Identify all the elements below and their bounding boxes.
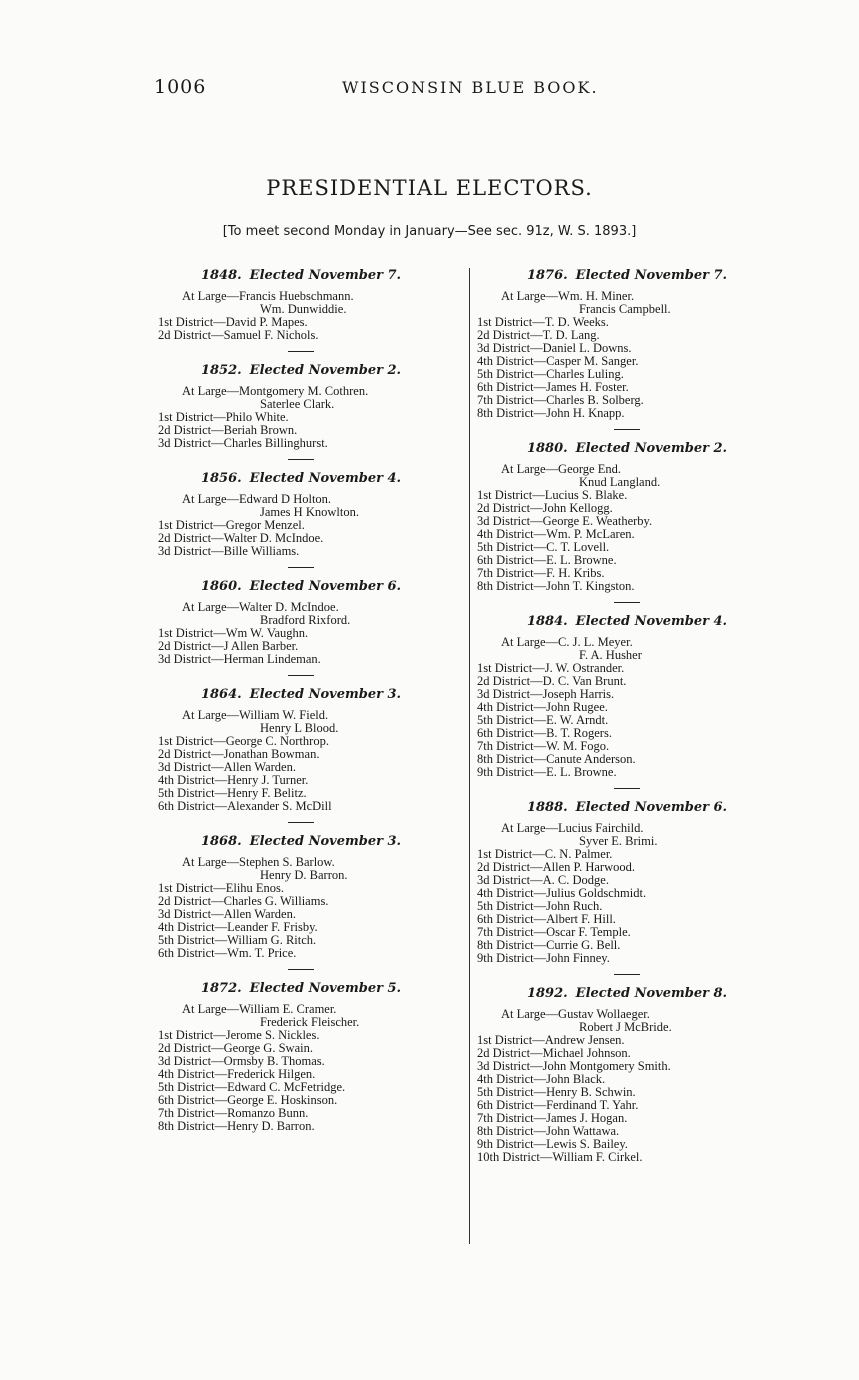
- elector-name: Bradford Rixford.: [260, 613, 351, 627]
- district-label: 9th District—: [477, 951, 547, 965]
- election-heading: [477, 268, 777, 283]
- elector-name: John Ruch.: [546, 899, 603, 913]
- at-large-label: At Large—: [501, 289, 559, 303]
- district-label: 1st District—: [477, 315, 545, 329]
- elector-name: John H. Knapp.: [546, 406, 625, 420]
- page-number: 1006: [154, 76, 207, 98]
- district-label: 9th District—: [477, 1137, 547, 1151]
- election-year: 1848.: [200, 268, 242, 283]
- district-label: 2d District—: [158, 639, 224, 653]
- district-label: 3d District—: [158, 652, 224, 666]
- district-line: [477, 952, 777, 965]
- elector-name: Henry F. Belitz.: [227, 786, 307, 800]
- district-label: 6th District—: [477, 726, 547, 740]
- district-label: 4th District—: [158, 773, 228, 787]
- election-date-label: Elected November 3.: [249, 687, 402, 702]
- district-line: [477, 407, 777, 420]
- district-label: 2d District—: [477, 501, 543, 515]
- elector-name: Canute Anderson.: [546, 752, 636, 766]
- elector-name: Charles Luling.: [546, 367, 624, 381]
- district-line: [477, 1151, 777, 1164]
- elector-name: Charles Billinghurst.: [223, 436, 328, 450]
- elector-name: Oscar F. Temple.: [546, 925, 631, 939]
- elector-name: Ormsby B. Thomas.: [223, 1054, 325, 1068]
- elector-name: Daniel L. Downs.: [542, 341, 632, 355]
- district-label: 6th District—: [477, 380, 547, 394]
- elector-name: Leander F. Frisby.: [227, 920, 318, 934]
- elector-name: Francis Campbell.: [579, 302, 671, 316]
- election-section: [477, 441, 777, 603]
- elector-name: E. L. Browne.: [546, 553, 617, 567]
- elector-name: E. W. Arndt.: [546, 713, 609, 727]
- section-rule: [288, 567, 314, 568]
- district-label: 6th District—: [477, 553, 547, 567]
- elector-name: Elihu Enos.: [225, 881, 285, 895]
- elector-name: Allen Warden.: [223, 760, 296, 774]
- election-year: 1884.: [526, 614, 568, 629]
- section-rule: [614, 602, 640, 603]
- elector-name: William E. Cramer.: [239, 1002, 337, 1016]
- at-large-label: At Large—: [182, 600, 240, 614]
- election-date-label: Elected November 6.: [575, 800, 728, 815]
- election-year: 1888.: [526, 800, 568, 815]
- district-label: 1st District—: [158, 881, 226, 895]
- elector-name: Syver E. Brimi.: [579, 834, 658, 848]
- district-label: 1st District—: [158, 518, 226, 532]
- election-heading: [158, 981, 444, 996]
- elector-name: C. N. Palmer.: [544, 847, 613, 861]
- elector-name: Lucius Fairchild.: [558, 821, 644, 835]
- district-label: 2d District—: [477, 860, 543, 874]
- elector-name: George G. Swain.: [223, 1041, 313, 1055]
- district-label: 4th District—: [477, 527, 547, 541]
- district-line: [158, 437, 444, 450]
- elector-name: John Kellogg.: [542, 501, 613, 515]
- election-date-label: Elected November 4.: [249, 471, 402, 486]
- elector-name: Allen Warden.: [223, 907, 296, 921]
- elector-name: Wm. H. Miner.: [558, 289, 635, 303]
- elector-name: T. D. Weeks.: [544, 315, 609, 329]
- election-heading: [158, 363, 444, 378]
- at-large-label: At Large—: [501, 1007, 559, 1021]
- election-date-label: Elected November 2.: [249, 363, 402, 378]
- election-date-label: Elected November 5.: [249, 981, 402, 996]
- at-large-label: At Large—: [182, 1002, 240, 1016]
- page-title: PRESIDENTIAL ELECTORS.: [266, 176, 593, 200]
- district-label: 3d District—: [158, 760, 224, 774]
- elector-name: John Finney.: [546, 951, 610, 965]
- district-line: [477, 766, 777, 779]
- election-year: 1892.: [526, 986, 568, 1001]
- elector-name: Francis Huebschmann.: [239, 289, 354, 303]
- elector-name: Henry B. Schwin.: [546, 1085, 636, 1099]
- elector-name: John Rugee.: [546, 700, 608, 714]
- district-label: 1st District—: [477, 488, 545, 502]
- district-label: 4th District—: [158, 920, 228, 934]
- election-section: [477, 614, 777, 789]
- section-rule: [288, 459, 314, 460]
- election-section: [158, 268, 444, 352]
- elector-name: Joseph Harris.: [542, 687, 615, 701]
- district-label: 3d District—: [158, 544, 224, 558]
- district-label: 7th District—: [477, 566, 547, 580]
- election-year: 1852.: [200, 363, 242, 378]
- section-rule: [288, 969, 314, 970]
- district-label: 4th District—: [477, 354, 547, 368]
- at-large-label: At Large—: [501, 462, 559, 476]
- district-label: 6th District—: [158, 1093, 228, 1107]
- election-year: 1864.: [200, 687, 242, 702]
- elector-name: Henry J. Turner.: [227, 773, 309, 787]
- elector-name: Bille Williams.: [223, 544, 300, 558]
- elector-name: Jerome S. Nickles.: [225, 1028, 320, 1042]
- election-section: [158, 981, 444, 1133]
- election-year: 1876.: [526, 268, 568, 283]
- elector-name: James J. Hogan.: [546, 1111, 628, 1125]
- district-label: 8th District—: [477, 938, 547, 952]
- elector-name: Currie G. Bell.: [546, 938, 621, 952]
- district-label: 3d District—: [158, 907, 224, 921]
- district-label: 2d District—: [158, 1041, 224, 1055]
- election-section: [158, 363, 444, 460]
- election-year: 1868.: [200, 834, 242, 849]
- election-heading: [158, 471, 444, 486]
- district-label: 3d District—: [158, 1054, 224, 1068]
- page-subtitle: [To meet second Monday in January—See sec. 91z, W. S. 1893.]: [222, 224, 637, 239]
- district-line: [158, 545, 444, 558]
- elector-name: Ferdinand T. Yahr.: [546, 1098, 639, 1112]
- election-section: [477, 268, 777, 430]
- elector-name: David P. Mapes.: [225, 315, 308, 329]
- district-label: 10th District—: [477, 1150, 553, 1164]
- district-label: 5th District—: [477, 540, 547, 554]
- elector-name: F. H. Kribs.: [546, 566, 605, 580]
- column-divider: [469, 268, 470, 1244]
- elector-name: Gregor Menzel.: [225, 518, 305, 532]
- district-line: [158, 329, 444, 342]
- district-label: 4th District—: [477, 1072, 547, 1086]
- elector-name: James H Knowlton.: [260, 505, 359, 519]
- running-head: WISCONSIN BLUE BOOK.: [342, 78, 599, 97]
- at-large-label: At Large—: [182, 708, 240, 722]
- elector-name: Knud Langland.: [579, 475, 661, 489]
- section-rule: [614, 429, 640, 430]
- election-heading: [477, 441, 777, 456]
- elector-name: John T. Kingston.: [546, 579, 635, 593]
- election-heading: [158, 268, 444, 283]
- election-year: 1872.: [200, 981, 242, 996]
- district-line: [158, 800, 444, 813]
- elector-name: T. D. Lang.: [542, 328, 600, 342]
- right-column: [477, 268, 777, 1175]
- elector-name: John Black.: [546, 1072, 606, 1086]
- election-heading: [158, 687, 444, 702]
- elector-name: C. T. Lovell.: [546, 540, 610, 554]
- section-rule: [288, 351, 314, 352]
- election-section: [158, 579, 444, 676]
- election-heading: [158, 834, 444, 849]
- district-label: 4th District—: [158, 1067, 228, 1081]
- election-section: [477, 800, 777, 975]
- election-heading: [477, 986, 777, 1001]
- district-label: 3d District—: [158, 436, 224, 450]
- elector-name: E. L. Browne.: [546, 765, 617, 779]
- district-label: 7th District—: [477, 393, 547, 407]
- district-label: 7th District—: [477, 739, 547, 753]
- elector-name: Wm. Dunwiddie.: [260, 302, 347, 316]
- district-line: [158, 653, 444, 666]
- district-label: 1st District—: [158, 315, 226, 329]
- elector-name: Casper M. Sanger.: [546, 354, 639, 368]
- district-label: 3d District—: [477, 341, 543, 355]
- elector-name: Lewis S. Bailey.: [546, 1137, 628, 1151]
- election-date-label: Elected November 6.: [249, 579, 402, 594]
- elector-name: Edward D Holton.: [239, 492, 332, 506]
- at-large-label: At Large—: [501, 821, 559, 835]
- elector-name: Frederick Hilgen.: [227, 1067, 316, 1081]
- elector-name: Frederick Fleischer.: [260, 1015, 360, 1029]
- district-label: 1st District—: [158, 626, 226, 640]
- district-label: 2d District—: [477, 674, 543, 688]
- section-rule: [288, 675, 314, 676]
- district-label: 4th District—: [477, 700, 547, 714]
- elector-name: Stephen S. Barlow.: [239, 855, 335, 869]
- district-label: 3d District—: [477, 1059, 543, 1073]
- district-label: 3d District—: [477, 873, 543, 887]
- district-label: 3d District—: [477, 514, 543, 528]
- district-line: [158, 1120, 444, 1133]
- election-year: 1856.: [200, 471, 242, 486]
- district-label: 5th District—: [158, 786, 228, 800]
- elector-name: Romanzo Bunn.: [227, 1106, 309, 1120]
- election-heading: [477, 800, 777, 815]
- elector-name: Allen P. Harwood.: [542, 860, 635, 874]
- election-section: [477, 986, 777, 1164]
- district-label: 5th District—: [477, 367, 547, 381]
- district-label: 2d District—: [158, 531, 224, 545]
- elector-name: Alexander S. McDill: [227, 799, 332, 813]
- elector-name: George End.: [558, 462, 621, 476]
- election-date-label: Elected November 7.: [249, 268, 402, 283]
- elector-name: Jonathan Bowman.: [223, 747, 320, 761]
- left-column: [158, 268, 444, 1144]
- district-label: 1st District—: [158, 734, 226, 748]
- elector-name: Saterlee Clark.: [260, 397, 335, 411]
- elector-name: J. W. Ostrander.: [544, 661, 625, 675]
- district-label: 1st District—: [477, 1033, 545, 1047]
- elector-name: A. C. Dodge.: [542, 873, 609, 887]
- elector-name: Andrew Jensen.: [544, 1033, 625, 1047]
- district-label: 5th District—: [477, 1085, 547, 1099]
- district-label: 1st District—: [477, 847, 545, 861]
- elector-name: Montgomery M. Cothren.: [239, 384, 369, 398]
- elector-name: J Allen Barber.: [223, 639, 299, 653]
- election-date-label: Elected November 2.: [575, 441, 728, 456]
- elector-name: James H. Foster.: [546, 380, 629, 394]
- elector-name: Julius Goldschmidt.: [546, 886, 647, 900]
- at-large-label: At Large—: [501, 635, 559, 649]
- elector-name: Charles G. Williams.: [223, 894, 329, 908]
- district-label: 2d District—: [158, 328, 224, 342]
- election-section: [158, 834, 444, 970]
- district-label: 8th District—: [477, 579, 547, 593]
- election-year: 1860.: [200, 579, 242, 594]
- district-label: 2d District—: [158, 747, 224, 761]
- elector-name: Gustav Wollaeger.: [558, 1007, 650, 1021]
- elector-name: Robert J McBride.: [579, 1020, 672, 1034]
- elector-name: Beriah Brown.: [223, 423, 298, 437]
- district-label: 5th District—: [158, 1080, 228, 1094]
- at-large-label: At Large—: [182, 289, 240, 303]
- elector-name: Henry D. Barron.: [260, 868, 348, 882]
- elector-name: Henry L Blood.: [260, 721, 339, 735]
- district-label: 7th District—: [158, 1106, 228, 1120]
- elector-name: Walter D. McIndoe.: [223, 531, 324, 545]
- district-label: 8th District—: [477, 406, 547, 420]
- district-label: 3d District—: [477, 687, 543, 701]
- district-label: 7th District—: [477, 1111, 547, 1125]
- district-line: [158, 947, 444, 960]
- elector-name: Edward C. McFetridge.: [227, 1080, 346, 1094]
- district-label: 8th District—: [477, 752, 547, 766]
- section-rule: [614, 788, 640, 789]
- elector-name: William F. Cirkel.: [552, 1150, 643, 1164]
- district-label: 7th District—: [477, 925, 547, 939]
- elector-name: Wm W. Vaughn.: [225, 626, 309, 640]
- elector-name: F. A. Husher: [579, 648, 642, 662]
- elector-name: Michael Johnson.: [542, 1046, 631, 1060]
- district-label: 9th District—: [477, 765, 547, 779]
- elector-name: D. C. Van Brunt.: [542, 674, 627, 688]
- district-label: 5th District—: [477, 899, 547, 913]
- district-line: [477, 580, 777, 593]
- section-rule: [288, 822, 314, 823]
- elector-name: John Montgomery Smith.: [542, 1059, 671, 1073]
- elector-name: C. J. L. Meyer.: [558, 635, 633, 649]
- elector-name: John Wattawa.: [546, 1124, 620, 1138]
- election-date-label: Elected November 8.: [575, 986, 728, 1001]
- district-label: 5th District—: [158, 933, 228, 947]
- elector-name: George C. Northrop.: [225, 734, 329, 748]
- election-heading: [158, 579, 444, 594]
- at-large-label: At Large—: [182, 384, 240, 398]
- district-label: 5th District—: [477, 713, 547, 727]
- elector-name: Philo White.: [225, 410, 289, 424]
- district-label: 2d District—: [158, 894, 224, 908]
- election-date-label: Elected November 7.: [575, 268, 728, 283]
- election-heading: [477, 614, 777, 629]
- elector-name: B. T. Rogers.: [546, 726, 612, 740]
- district-label: 6th District—: [158, 946, 228, 960]
- district-label: 1st District—: [477, 661, 545, 675]
- elector-name: William W. Field.: [239, 708, 329, 722]
- elector-name: George E. Hoskinson.: [227, 1093, 338, 1107]
- district-label: 8th District—: [477, 1124, 547, 1138]
- district-label: 2d District—: [158, 423, 224, 437]
- page-header: [0, 76, 859, 100]
- district-label: 2d District—: [477, 328, 543, 342]
- election-section: [158, 687, 444, 823]
- elector-name: Henry D. Barron.: [227, 1119, 315, 1133]
- election-year: 1880.: [526, 441, 568, 456]
- election-date-label: Elected November 3.: [249, 834, 402, 849]
- district-label: 6th District—: [477, 1098, 547, 1112]
- elector-name: Samuel F. Nichols.: [223, 328, 319, 342]
- elector-name: W. M. Fogo.: [546, 739, 610, 753]
- district-label: 6th District—: [158, 799, 228, 813]
- elector-name: Lucius S. Blake.: [544, 488, 628, 502]
- elector-name: Walter D. McIndoe.: [239, 600, 339, 614]
- elector-name: Herman Lindeman.: [223, 652, 321, 666]
- at-large-label: At Large—: [182, 492, 240, 506]
- election-date-label: Elected November 4.: [575, 614, 728, 629]
- at-large-label: At Large—: [182, 855, 240, 869]
- district-label: 1st District—: [158, 410, 226, 424]
- district-label: 4th District—: [477, 886, 547, 900]
- district-label: 8th District—: [158, 1119, 228, 1133]
- section-rule: [614, 974, 640, 975]
- elector-name: Wm. P. McLaren.: [546, 527, 635, 541]
- elector-name: George E. Weatherby.: [542, 514, 653, 528]
- election-section: [158, 471, 444, 568]
- elector-name: Albert F. Hill.: [546, 912, 616, 926]
- elector-name: Wm. T. Price.: [227, 946, 297, 960]
- district-label: 1st District—: [158, 1028, 226, 1042]
- district-label: 2d District—: [477, 1046, 543, 1060]
- district-label: 6th District—: [477, 912, 547, 926]
- elector-name: Charles B. Solberg.: [546, 393, 644, 407]
- elector-name: William G. Ritch.: [227, 933, 317, 947]
